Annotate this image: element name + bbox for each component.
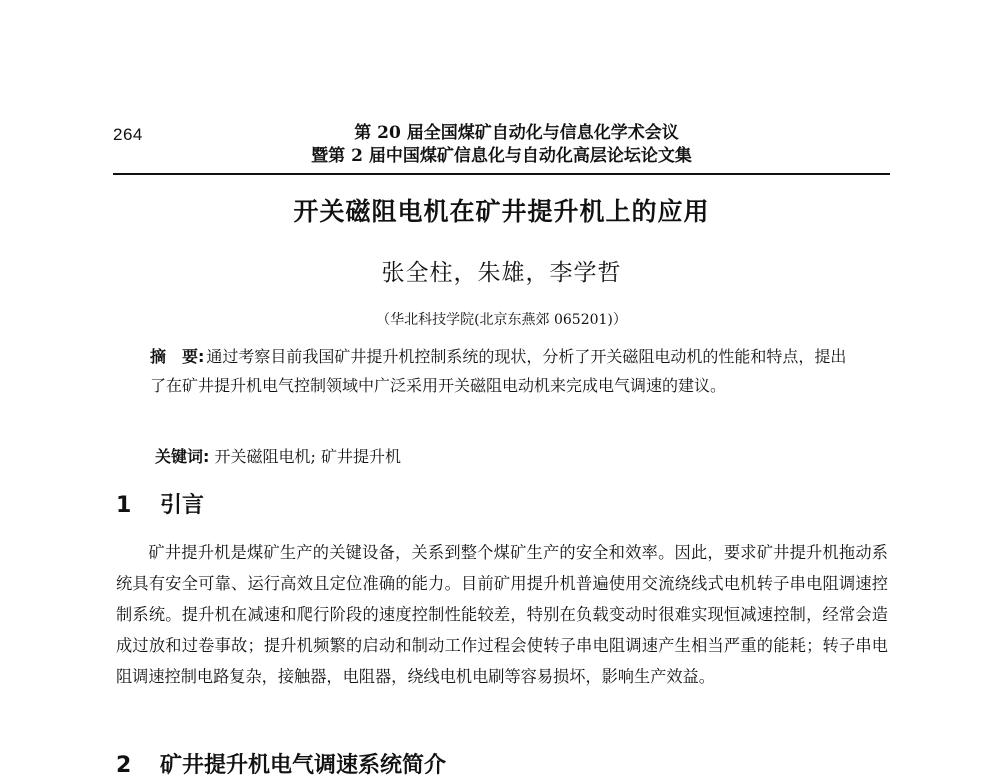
section-heading-next	[116, 748, 616, 779]
page-number: 264	[113, 125, 143, 144]
author-list: 张全柱，朱雄，李学哲	[381, 260, 622, 286]
abstract-text: 通过考察目前我国矿井提升机控制系统的现状，分析了开关磁阻电动机的性能和特点，提出了在矿井提升机电气控制领域中广泛采用开关磁阻电动机来完成电气调速的建议。	[150, 347, 847, 395]
section-number: 2	[116, 753, 132, 778]
abstract-label: 摘 要:	[150, 347, 205, 366]
header-rule	[113, 173, 890, 175]
running-header	[113, 122, 890, 168]
keywords	[155, 444, 855, 467]
section-number: 1	[116, 493, 132, 518]
keywords-label: 关键词:	[155, 447, 210, 466]
introduction-paragraph: 矿井提升机是煤矿生产的关键设备，关系到整个煤矿生产的安全和效率。因此，要求矿井提升机拖动系统具有安全可靠、运行高效且定位准确的能力。目前矿用提升机普遍使用交流绕线式电机转子串电阻调速控制系统。提升机在减速和爬行阶段的速度控制性能较差，特别在负载变动时很难实现恒减速控制，经常会造成过放和过卷事故；提升机频繁的启动和制动工作过程会使转子串电阻调速产生相当严重的能耗；转子串电阻调速控制电路复杂，接触器，电阻器，绕线电机电刷等容易损坏，影响生产效益。	[116, 543, 888, 686]
section-title: 矿井提升机电气调速系统简介	[160, 753, 447, 778]
proceedings-line-2: 暨第 2 届中国煤矿信息化与自动化高层论坛论文集	[311, 146, 692, 166]
section-title: 引言	[160, 493, 205, 518]
proceedings-line-1: 第 20 届全国煤矿自动化与信息化学术会议	[354, 123, 679, 143]
paper-title: 开关磁阻电机在矿井提升机上的应用	[293, 197, 710, 226]
keywords-text: 开关磁阻电机; 矿井提升机	[214, 447, 401, 466]
affiliation: （华北科技学院(北京东燕郊 065201)）	[376, 312, 627, 328]
section-heading-introduction	[116, 488, 204, 519]
abstract	[150, 342, 850, 400]
